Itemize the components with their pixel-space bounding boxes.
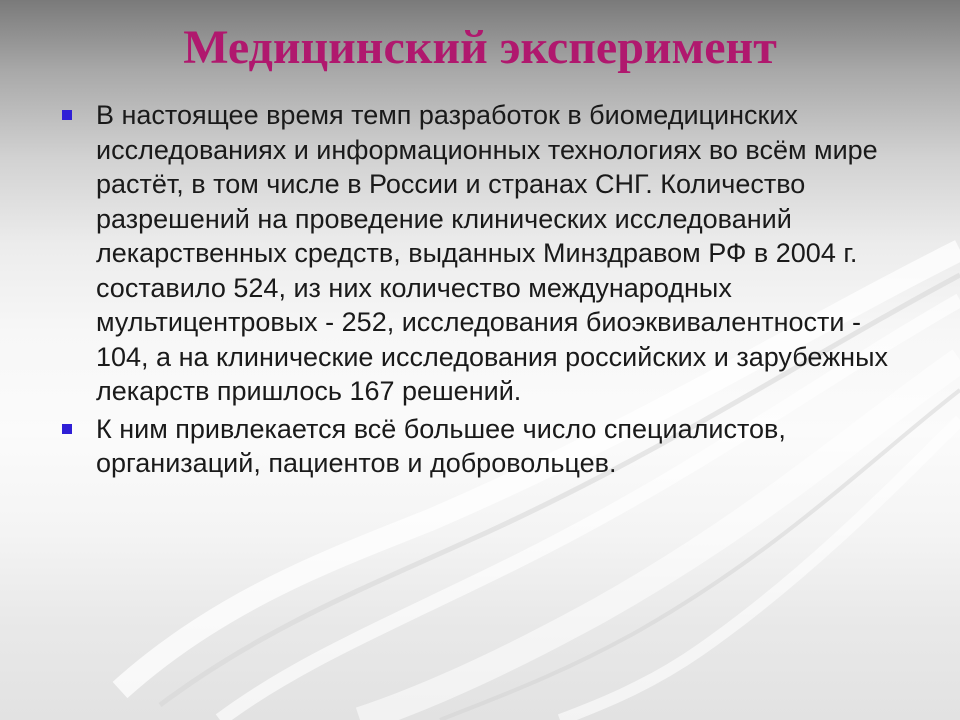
bullet-text: В настоящее время темп разработок в биомедицинских исследованиях и информационных технологиях во всём мире растёт, в том числе в России и странах СНГ. Количество разрешений на проведение клинических исследований лекарственных средств, выданных Минздравом РФ в 2004 г. составило 524, из них количество международных мультицентровых - 252, исследования биоэквивалентности - 104, а на клинические исследования российских и зарубежных лекарств пришлось 167 решений. (96, 100, 888, 406)
slide-title: Медицинский эксперимент (183, 21, 777, 74)
bullet-list (60, 98, 920, 484)
square-bullet-icon (62, 110, 72, 120)
square-bullet-icon (62, 424, 72, 434)
bullet-item (60, 98, 920, 409)
bullet-item (60, 412, 920, 481)
bullet-text: К ним привлекается всё большее число специалистов, организаций, пациентов и добровольцев. (96, 413, 786, 478)
